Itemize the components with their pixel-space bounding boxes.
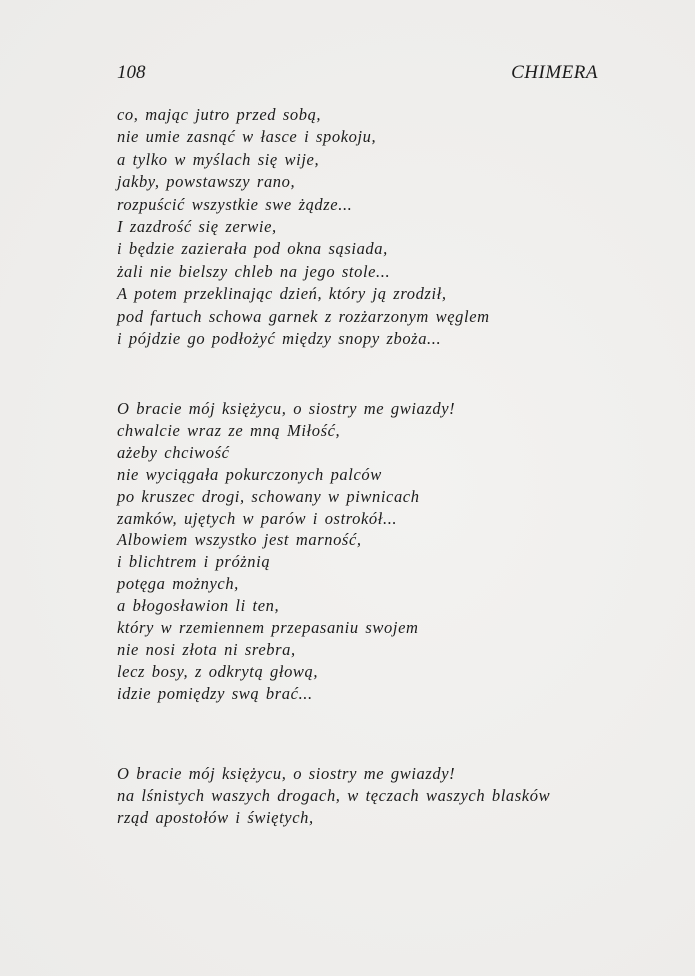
verse-line: i blichtrem i próżnią <box>117 552 271 572</box>
verse-line: po kruszec drogi, schowany w piwnicach <box>117 486 420 506</box>
verse-line: zamków, ujętych w parów i ostrokół... <box>117 508 398 528</box>
verse-line: a błogosławion li ten, <box>117 596 280 616</box>
verse-line: który w rzemiennem przepasaniu swojem <box>117 618 419 638</box>
verse-line: idzie pomiędzy swą brać... <box>117 683 313 703</box>
verse-line: pod fartuch schowa garnek z rozżarzonym węglem <box>117 306 490 326</box>
verse-line: na lśnistych waszych drogach, w tęczach waszych blasków <box>117 786 551 805</box>
verse-line: potęga możnych, <box>117 574 239 594</box>
stanza-3 <box>117 763 550 829</box>
verse-line: i pójdzie go podłożyć między snopy zboża... <box>117 329 442 349</box>
verse-line: ażeby chciwość <box>117 442 230 462</box>
verse-line: chwalcie wraz ze mną Miłość, <box>117 420 341 440</box>
verse-line: a tylko w myślach się wije, <box>117 149 320 169</box>
verse-line: lecz bosy, z odkrytą głową, <box>117 661 319 681</box>
verse-line: I zazdrość się zerwie, <box>117 217 277 237</box>
verse-line: Albowiem wszystko jest marność, <box>117 530 362 550</box>
page-number: 108 <box>117 62 146 83</box>
verse-line: co, mając jutro przed sobą, <box>117 105 322 124</box>
verse-line: rząd apostołów i świętych, <box>117 808 314 827</box>
running-title: CHIMERA <box>511 62 598 83</box>
verse-line: nie wyciągała pokurczonych palców <box>117 464 382 484</box>
verse-line: O bracie mój księżycu, o siostry me gwiazdy! <box>117 399 456 418</box>
verse-line: A potem przeklinając dzień, który ją zrodził, <box>117 284 447 304</box>
verse-line: rozpuścić wszystkie swe żądze... <box>117 194 353 214</box>
verse-line: i będzie zazierała pod okna sąsiada, <box>117 239 388 259</box>
verse-line: żali nie bielszy chleb na jego stole... <box>117 261 391 281</box>
stanza-2 <box>117 398 455 705</box>
verse-line: jakby, powstawszy rano, <box>117 172 296 192</box>
verse-line: nie umie zasnąć w łasce i spokoju, <box>117 127 377 147</box>
verse-line: nie nosi złota ni srebra, <box>117 639 296 659</box>
stanza-1 <box>117 104 490 350</box>
verse-line: O bracie mój księżycu, o siostry me gwiazdy! <box>117 764 456 783</box>
